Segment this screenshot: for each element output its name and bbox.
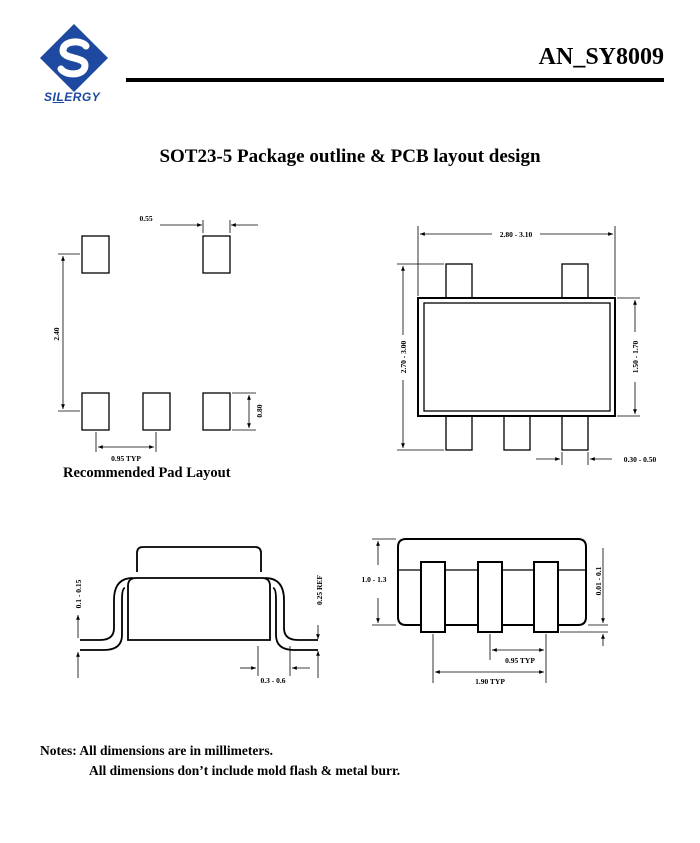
page-title: SOT23-5 Package outline & PCB layout design [159,146,541,167]
lead [534,562,558,632]
lead [478,562,502,632]
pad [143,393,170,430]
notes-line-1: Notes: All dimensions are in millimeters. [40,743,273,758]
package-body [418,298,615,416]
dim-body-length: 2.80 - 3.10 [499,230,533,239]
dim-body-width: 1.50 - 1.70 [631,340,640,374]
dim-overall-width: 2.70 - 3.00 [399,340,408,374]
dim-pad-height: 0.80 [255,404,264,418]
dim-lead-width: 0.30 - 0.50 [623,455,657,464]
side-view-diagram [80,547,318,650]
dim-lead-thickness: 0.1 - 0.15 [74,579,83,609]
top-view-diagram [418,264,615,450]
front-view-diagram [398,539,586,632]
lead [446,416,472,450]
pad [82,393,109,430]
package-body [128,578,270,640]
lead-left [80,578,133,640]
package-body-inner [424,303,610,411]
lead [562,264,588,298]
dim-front-height: 1.0 - 1.3 [361,575,387,584]
lead [562,416,588,450]
pad-layout-caption: Recommended Pad Layout [63,465,231,481]
pad-layout-diagram [82,236,230,430]
notes [40,741,400,781]
company-name: SILERGY [44,90,101,104]
dim-foot-length: 0.3 - 0.6 [260,676,286,685]
dim-pad-width: 0.55 [139,214,153,223]
dim-lead-ref: 0.25 REF [315,575,324,605]
dim-pad-pitch: 0.95 TYP [111,454,141,463]
package-top [137,547,261,572]
lead [446,264,472,298]
dim-front-span: 1.90 TYP [475,677,505,686]
notes-line-2: All dimensions don’t include mold flash & metal burr. [89,763,401,778]
pad [203,393,230,430]
dim-front-pitch: 0.95 TYP [505,656,535,665]
pad [203,236,230,273]
dim-row-spacing: 2.40 [52,327,61,341]
dim-standoff: 0.01 - 0.1 [594,566,603,596]
document-id: AN_SY8009 [538,44,664,70]
lead [504,416,530,450]
pad [82,236,109,273]
lead [421,562,445,632]
lead-right [265,578,318,640]
